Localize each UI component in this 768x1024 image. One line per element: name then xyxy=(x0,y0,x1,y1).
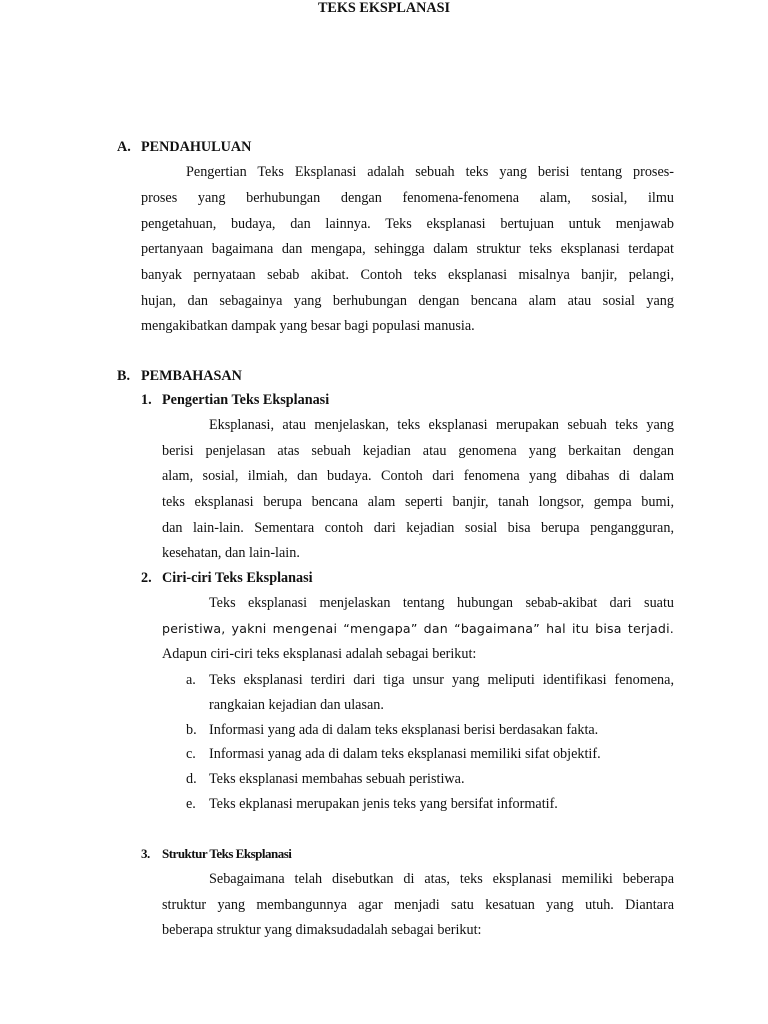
section-a-line: hujan, dan sebagainya yang berhubungan dengan bencana alam atau sosial yang xyxy=(141,293,674,309)
section-a-line: pengetahuan, budaya, dan lainnya. Teks eksplanasi bertujuan untuk menjawab xyxy=(141,216,674,232)
sub1-line: teks eksplanasi berupa bencana alam seperti banjir, tanah longsor, gempa bumi, xyxy=(162,494,674,510)
sub1-line: dan lain-lain. Sementara contoh dari kejadian sosial bisa berupa pengangguran, xyxy=(162,520,674,536)
list-item: Teks ekplanasi merupakan jenis teks yang bersifat informatif. xyxy=(209,796,558,812)
list-item-marker: b. xyxy=(186,722,197,738)
sub3-number: 3. xyxy=(141,846,150,861)
sub2-line: Teks eksplanasi menjelaskan tentang hubungan sebab-akibat dari suatu xyxy=(209,595,674,611)
sub3-line: struktur yang membangunnya agar menjadi satu kesatuan yang utuh. Diantara xyxy=(162,897,674,913)
section-a-marker: A. xyxy=(117,139,131,155)
sub2-heading: Ciri-ciri Teks Eksplanasi xyxy=(162,570,313,586)
list-item: Teks eksplanasi terdiri dari tiga unsur yang meliputi identifikasi fenomena, xyxy=(209,672,674,688)
sub1-line: Eksplanasi, atau menjelaskan, teks eksplanasi merupakan sebuah teks yang xyxy=(209,417,674,433)
sub1-line: alam, sosial, ilmiah, dan budaya. Contoh dari fenomena yang dibahas di dalam xyxy=(162,468,674,484)
document-title: TEKS EKSPLANASI xyxy=(317,0,451,16)
section-a-line: mengakibatkan dampak yang besar bagi populasi manusia. xyxy=(141,318,475,334)
section-a-line: pertanyaan bagaimana dan mengapa, sehingga dalam struktur teks eksplanasi terdapat xyxy=(141,241,674,257)
sub3-line: Sebagaimana telah disebutkan di atas, teks eksplanasi memiliki beberapa xyxy=(209,871,674,887)
sub2-number: 2. xyxy=(141,570,152,586)
list-item-marker: e. xyxy=(186,796,196,812)
section-a-line: proses yang berhubungan dengan fenomena-fenomena alam, sosial, ilmu xyxy=(141,190,674,206)
sub1-line: kesehatan, dan lain-lain. xyxy=(162,545,300,561)
section-a-line: Pengertian Teks Eksplanasi adalah sebuah teks yang berisi tentang proses- xyxy=(186,164,674,180)
list-item: Teks eksplanasi membahas sebuah peristiwa. xyxy=(209,771,465,787)
list-item-marker: a. xyxy=(186,672,196,688)
section-a-line: banyak pernyataan sebab akibat. Contoh teks eksplanasi misalnya banjir, pelangi, xyxy=(141,267,674,283)
sub3-line: beberapa struktur yang dimaksudadalah sebagai berikut: xyxy=(162,922,482,938)
list-item-marker: c. xyxy=(186,746,196,762)
list-item-marker: d. xyxy=(186,771,197,787)
section-b-marker: B. xyxy=(117,368,131,384)
list-item: Informasi yanag ada di dalam teks eksplanasi memiliki sifat objektif. xyxy=(209,746,601,762)
sub1-number: 1. xyxy=(141,392,152,408)
sub1-line: berisi penjelasan atas sebuah kejadian atau genomena yang berkaitan dengan xyxy=(162,443,674,459)
section-b-heading: PEMBAHASAN xyxy=(141,368,242,384)
sub3-heading: Struktur Teks Eksplanasi xyxy=(162,846,292,861)
sub2-line: Adapun ciri-ciri teks eksplanasi adalah sebagai berikut: xyxy=(162,646,477,662)
list-item: rangkaian kejadian dan ulasan. xyxy=(209,697,384,713)
sub2-line: peristiwa, yakni mengenai “mengapa” dan “bagaimana” hal itu bisa terjadi. xyxy=(162,621,674,636)
sub1-heading: Pengertian Teks Eksplanasi xyxy=(162,392,330,408)
section-a-heading: PENDAHULUAN xyxy=(141,139,252,155)
list-item: Informasi yang ada di dalam teks eksplanasi berisi berdasakan fakta. xyxy=(209,722,599,738)
